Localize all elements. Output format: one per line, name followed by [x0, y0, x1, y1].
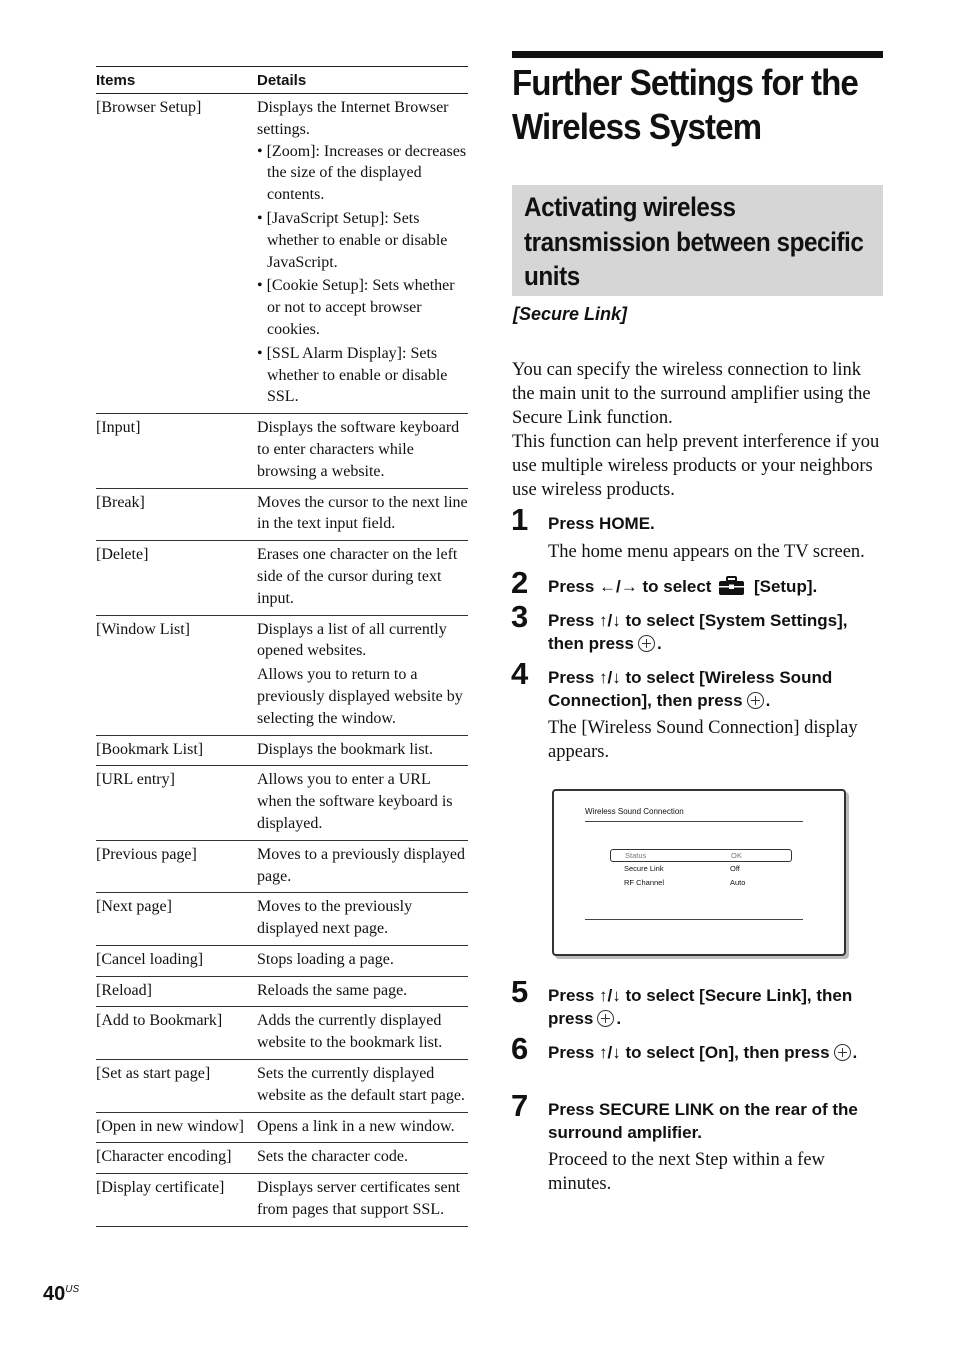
enter-button-icon: [834, 1044, 851, 1061]
screen-row-secure-link: [610, 863, 790, 874]
table-row: [96, 541, 468, 615]
enter-button-icon: [747, 692, 764, 709]
screen-row-key: RF Channel: [624, 878, 665, 887]
details-text: Sets the currently displayed website as the default start page.: [257, 1065, 465, 1104]
step-2-post: [Setup].: [753, 577, 818, 596]
details-text: Sets the character code.: [257, 1148, 409, 1166]
item-name: [Window List]: [96, 620, 191, 638]
section-title: Activating wireless transmission between specific units: [524, 192, 864, 291]
header-items: Items: [96, 71, 136, 89]
intro-paragraph-2: This function can help prevent interference if you use multiple wireless products or your neighbors use wireless products.: [512, 432, 880, 500]
table-row: [96, 1007, 468, 1060]
step-7-text: Press SECURE LINK on the rear of the surround amplifier.: [548, 1100, 858, 1142]
item-details: [257, 769, 468, 834]
details-text: Moves to a previously displayed page.: [257, 845, 465, 885]
intro-paragraph-1: You can specify the wireless connection to link the main unit to the surround amplifier using the Secure Link function.: [512, 360, 871, 428]
screen-title: Wireless Sound Connection: [585, 807, 684, 816]
step-7-number: 7: [511, 1088, 529, 1123]
table-row: [96, 766, 468, 840]
step-4-pre: Press ↑/↓ to select [Wireless Sound Connection], then press: [548, 668, 833, 710]
table-row: [96, 1143, 468, 1174]
details-text: Reloads the same page.: [257, 981, 408, 999]
header-details: Details: [257, 71, 307, 89]
item-details: [257, 896, 468, 940]
item-details: [257, 844, 468, 888]
details-text: Displays the bookmark list.: [257, 740, 433, 758]
enter-button-icon: [638, 635, 655, 652]
table-row: [96, 977, 468, 1008]
screen-row-value: Off: [730, 864, 740, 873]
details-text: Stops loading a page.: [257, 950, 394, 968]
step-3-number: 3: [511, 599, 529, 634]
step-7-sub: Proceed to the next Step within a few minutes.: [548, 1150, 825, 1194]
step-4-sub: The [Wireless Sound Connection] display appears.: [548, 718, 858, 762]
step-6-post: .: [852, 1043, 858, 1062]
section-heading-box: [512, 185, 883, 296]
item-details: [257, 492, 468, 536]
screen-row-key: Secure Link: [624, 864, 664, 873]
table-row: [96, 414, 468, 488]
step-5-post: .: [616, 1008, 622, 1028]
table-row: [96, 736, 468, 767]
item-details: [257, 1177, 468, 1221]
item-details: [257, 949, 468, 971]
item-name: [Display certificate]: [96, 1179, 225, 1197]
item-details: [257, 1146, 468, 1168]
details-text: Allows you to enter a URL when the software keyboard is displayed.: [257, 771, 453, 832]
details-text: Displays the software keyboard to enter characters while browsing a website.: [257, 419, 460, 480]
subtitle: [Secure Link]: [513, 304, 628, 324]
item-name: [Delete]: [96, 546, 149, 564]
screen-divider: [585, 919, 803, 920]
item-name: [Set as start page]: [96, 1065, 211, 1083]
details-text: Moves the cursor to the next line in the text input field.: [257, 493, 468, 533]
table-row: [96, 94, 468, 414]
screen-row-status: [610, 849, 792, 862]
item-name: [Input]: [96, 419, 141, 437]
item-details: [257, 619, 468, 730]
screen-row-key: Status: [625, 851, 647, 860]
item-name: [Browser Setup]: [96, 99, 202, 116]
item-name: [Break]: [96, 493, 145, 511]
step-3-pre: Press ↑/↓ to select [System Settings], then press: [548, 611, 848, 653]
details-bullet: • [Zoom]: Increases or decreases the size of the displayed contents.: [257, 142, 467, 204]
step-1-sub: The home menu appears on the TV screen.: [548, 542, 865, 562]
screen-divider: [585, 821, 803, 822]
item-name: [Cancel loading]: [96, 950, 204, 968]
screen-row-value: OK: [731, 851, 742, 860]
item-details: [257, 417, 468, 482]
enter-button-icon: [597, 1010, 614, 1027]
details-bullet: • [SSL Alarm Display]: Sets whether to enable or disable SSL.: [257, 344, 448, 406]
table-row: [96, 1060, 468, 1113]
step-4-number: 4: [511, 656, 529, 691]
screen-row-rf-channel: [610, 877, 790, 888]
table-row: [96, 616, 468, 736]
wireless-sound-connection-screen: [552, 789, 846, 956]
screen-row-value: Auto: [730, 878, 746, 887]
step-1-number: 1: [511, 502, 529, 537]
item-name: [Previous page]: [96, 845, 197, 863]
item-details: [257, 739, 468, 761]
toolbox-icon: [718, 576, 745, 603]
item-name: [Character encoding]: [96, 1148, 232, 1166]
step-2-number: 2: [511, 565, 529, 600]
item-details: [257, 1063, 468, 1107]
table-row: [96, 489, 468, 542]
item-details: [257, 1116, 468, 1138]
item-name: [Reload]: [96, 981, 152, 999]
details-text: Erases one character on the left side of the cursor during text input.: [257, 546, 458, 607]
details-text: Displays server certificates sent from pages that support SSL.: [257, 1179, 461, 1219]
table-row: [96, 1113, 468, 1144]
item-details: [257, 980, 468, 1002]
table-row: [96, 946, 468, 977]
top-rule: [512, 51, 883, 58]
item-name: [Open in new window]: [96, 1117, 244, 1135]
step-5-pre: Press ↑/↓ to select [Secure Link], then press: [548, 986, 853, 1028]
details-text: Moves to the previously displayed next page.: [257, 898, 413, 938]
details-bullet: • [JavaScript Setup]: Sets whether to enable or disable JavaScript.: [257, 209, 448, 271]
step-6-pre: Press ↑/↓ to select [On], then press: [548, 1043, 830, 1062]
details-bullet: • [Cookie Setup]: Sets whether or not to accept browser cookies.: [257, 277, 455, 338]
step-6-number: 6: [511, 1031, 529, 1066]
step-5-text: [548, 985, 888, 1030]
step-2-pre: Press ←/→ to select: [548, 577, 712, 596]
item-details: [257, 97, 468, 408]
table-row: [96, 893, 468, 946]
details-text: Adds the currently displayed website to the bookmark list.: [257, 1012, 443, 1052]
item-details: [257, 544, 468, 609]
page-number-value: 40: [43, 1283, 66, 1305]
step-4-text: [548, 667, 888, 712]
settings-table: [96, 66, 468, 1227]
details-text: Displays a list of all currently opened websites.: [257, 620, 447, 660]
step-3-post: .: [656, 633, 662, 653]
table-row: [96, 1174, 468, 1227]
step-2-text: [548, 576, 888, 603]
item-name: [Next page]: [96, 898, 172, 916]
item-details: [257, 1010, 468, 1054]
details-text: Allows you to return to a previously displayed website by selecting the window.: [257, 666, 463, 727]
details-text: Opens a link in a new window.: [257, 1117, 455, 1135]
table-row: [96, 841, 468, 894]
page-title: Further Settings for the Wireless System: [512, 62, 858, 147]
step-4-post: .: [765, 690, 771, 710]
item-name: [Add to Bookmark]: [96, 1012, 223, 1030]
details-text: Displays the Internet Browser settings.: [257, 99, 449, 138]
item-name: [Bookmark List]: [96, 740, 204, 758]
step-3-text: [548, 610, 888, 655]
step-1-text: Press HOME.: [548, 514, 655, 533]
step-6-text: [548, 1042, 888, 1065]
step-5-number: 5: [511, 974, 529, 1009]
table-header: [96, 66, 468, 94]
page-suffix: US: [65, 1284, 80, 1295]
item-name: [URL entry]: [96, 771, 175, 789]
page-number: [43, 1283, 79, 1306]
